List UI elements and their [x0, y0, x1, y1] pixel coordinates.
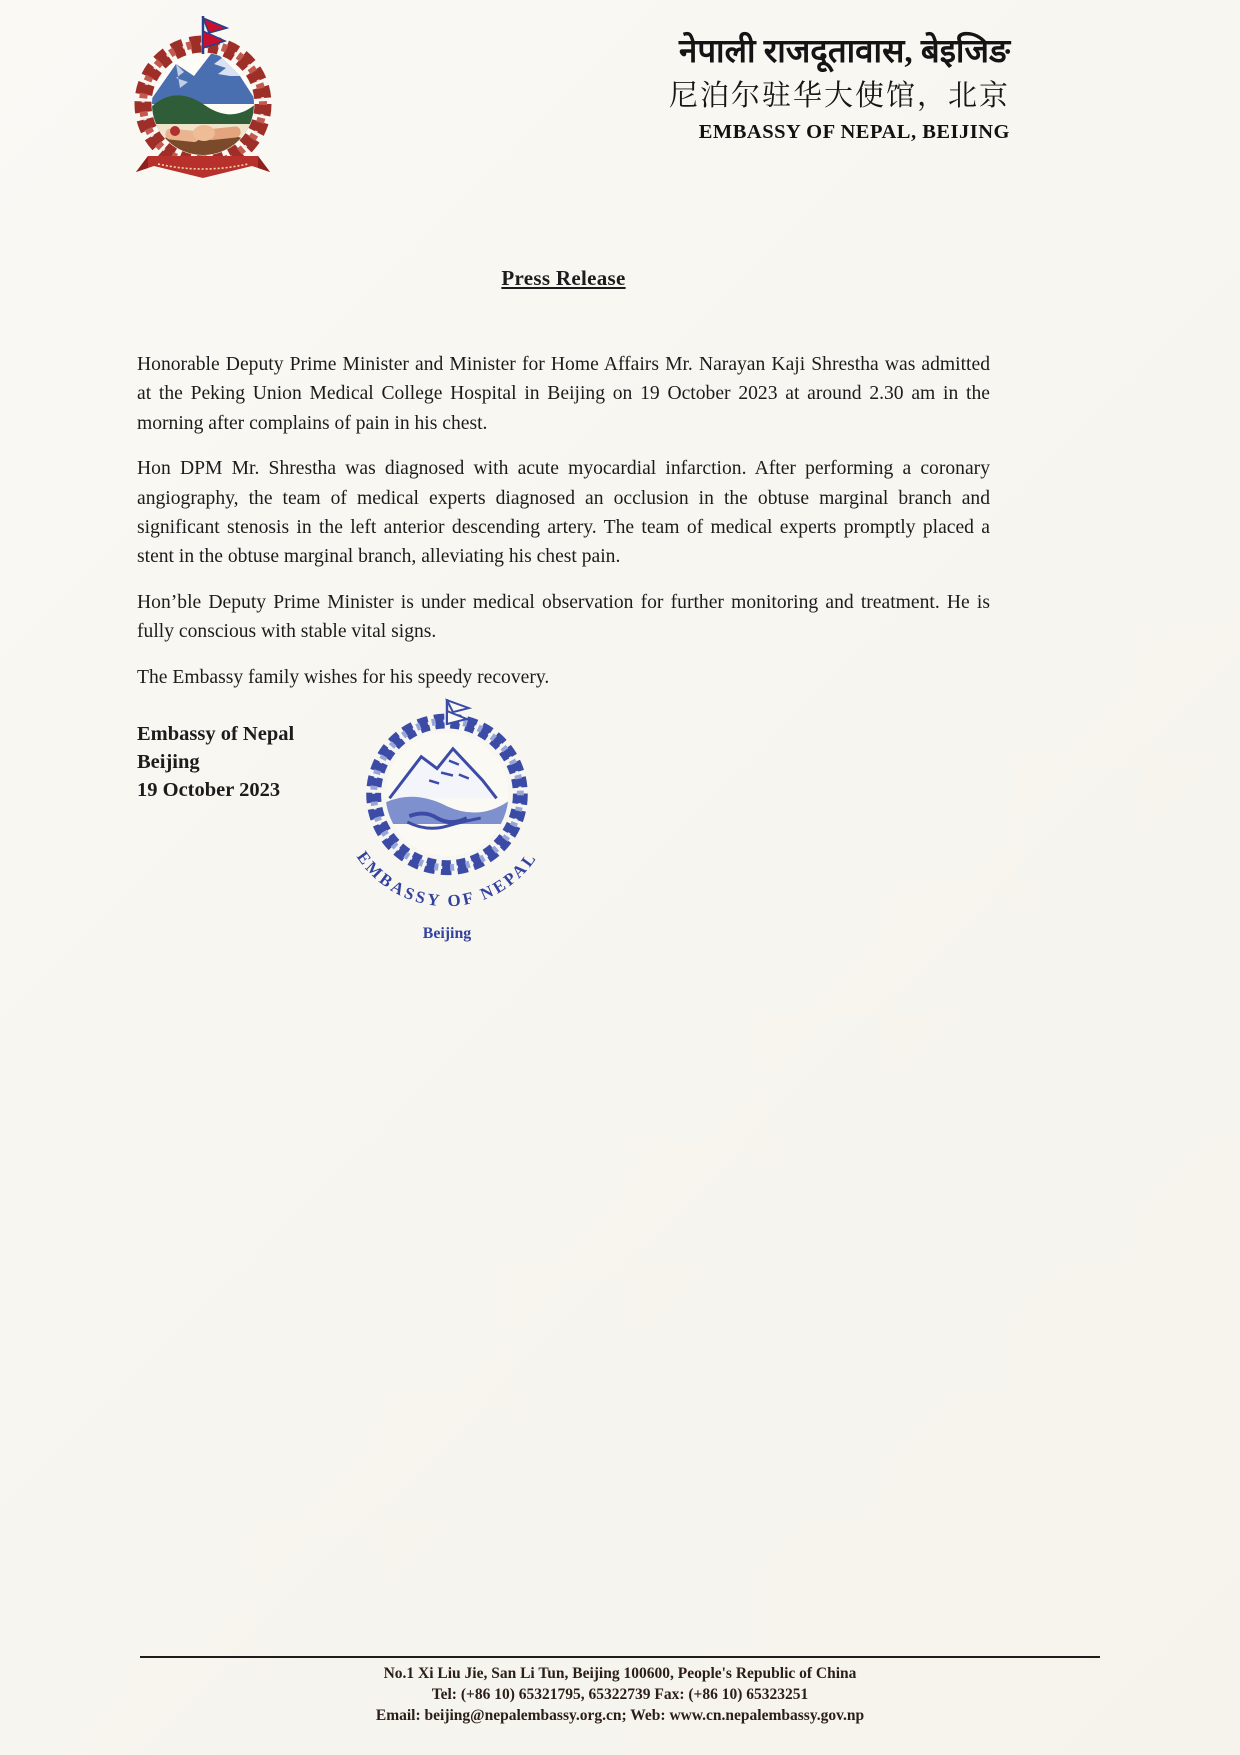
paragraph-3: Hon’ble Deputy Prime Minister is under medical observation for further monitoring and treatment. He is fully conscious with stable vital signs. — [137, 591, 990, 643]
stamp-ring-text: EMBASSY OF NEPAL — [353, 847, 541, 911]
svg-text:EMBASSY OF NEPAL — [353, 848, 541, 911]
nepal-coat-of-arms-logo — [118, 12, 288, 197]
footer-address: No.1 Xi Liu Jie, San Li Tun, Beijing 100600, People's Republic of China — [383, 1665, 857, 1682]
footer-divider — [140, 1656, 1100, 1658]
signature-org: Embassy of Nepal — [137, 723, 295, 745]
embassy-seal-stamp — [338, 690, 556, 968]
signature-city: Beijing — [137, 751, 200, 773]
paragraph-4: The Embassy family wishes for his speedy recovery. — [137, 666, 550, 688]
stamp-subtitle: Beijing — [422, 925, 472, 942]
embassy-name-chinese: 尼泊尔驻华大使馆，北京 — [668, 77, 1010, 112]
footer — [0, 1663, 1240, 1726]
embassy-name-english: EMBASSY OF NEPAL, BEIJING — [698, 121, 1010, 144]
motto-banner — [136, 156, 270, 178]
paragraph-1: Honorable Deputy Prime Minister and Minister for Home Affairs Mr. Narayan Kaji Shrestha was admitted at the Peking Union Medical College Hospital in Beijing on 19 October 2023 at around 2.30 am in the morning after complains of pain in his chest. — [137, 354, 990, 434]
embassy-name-nepali: नेपाली राजदूतावास, बेइजिङ — [679, 34, 1010, 70]
footer-phone: Tel: (+86 10) 65321795, 65322739 Fax: (+86 10) 65323251 — [431, 1686, 809, 1703]
body-text — [137, 350, 990, 708]
letterhead — [450, 30, 1010, 144]
document-title: Press Release — [501, 266, 626, 290]
signature-block — [137, 720, 294, 804]
footer-email-web: Email: beijing@nepalembassy.org.cn; Web: www.cn.nepalembassy.gov.np — [375, 1707, 865, 1724]
signature-date: 19 October 2023 — [137, 779, 281, 801]
paragraph-2: Hon DPM Mr. Shrestha was diagnosed with acute myocardial infarction. After performing a coronary angiography, the team of medical experts diagnosed an occlusion in the obtuse marginal branch and significant stenosis in the left anterior descending artery. The team of medical experts promptly placed a stent in the obtuse marginal branch, alleviating his chest pain. — [137, 458, 990, 568]
